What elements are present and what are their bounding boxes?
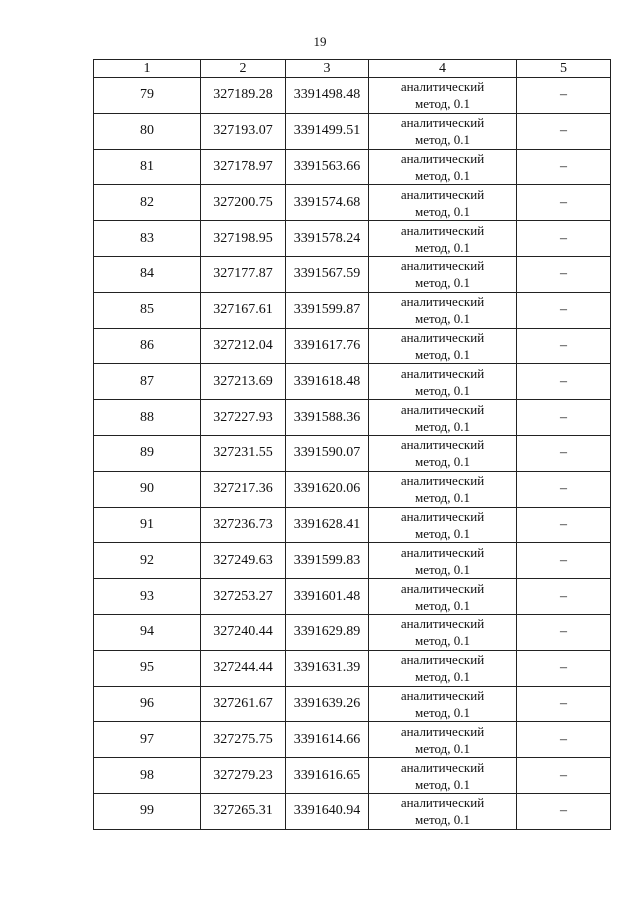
column-header: 3: [286, 60, 369, 78]
x-coordinate-cell: 327198.95: [201, 221, 286, 257]
method-cell: [369, 400, 517, 436]
y-coordinate-cell: 3391628.41: [286, 507, 369, 543]
description-cell: –: [517, 758, 611, 794]
method-accuracy: метод, 0.1: [415, 382, 470, 398]
method-cell: [369, 364, 517, 400]
table-row: [94, 78, 611, 114]
method-cell: [369, 78, 517, 114]
point-number-cell: 81: [94, 149, 201, 185]
x-coordinate-cell: 327167.61: [201, 292, 286, 328]
description-cell: –: [517, 686, 611, 722]
table-row: [94, 149, 611, 185]
column-header: 2: [201, 60, 286, 78]
point-number-cell: 99: [94, 793, 201, 829]
method-name: аналитический: [400, 150, 485, 166]
method-cell: [369, 256, 517, 292]
method-cell: [369, 435, 517, 471]
point-number-cell: 91: [94, 507, 201, 543]
description-cell: –: [517, 113, 611, 149]
x-coordinate-cell: 327244.44: [201, 650, 286, 686]
method-cell: [369, 221, 517, 257]
description-cell: –: [517, 650, 611, 686]
method-name: аналитический: [400, 329, 485, 345]
method-cell: [369, 149, 517, 185]
y-coordinate-cell: 3391618.48: [286, 364, 369, 400]
description-cell: –: [517, 793, 611, 829]
table-row: [94, 650, 611, 686]
method-cell: [369, 471, 517, 507]
method-cell: [369, 614, 517, 650]
table-row: [94, 256, 611, 292]
method-cell: [369, 579, 517, 615]
y-coordinate-cell: 3391578.24: [286, 221, 369, 257]
method-accuracy: метод, 0.1: [415, 812, 470, 828]
method-accuracy: метод, 0.1: [415, 740, 470, 756]
method-accuracy: метод, 0.1: [415, 346, 470, 362]
x-coordinate-cell: 327275.75: [201, 722, 286, 758]
x-coordinate-cell: 327178.97: [201, 149, 286, 185]
table-row: [94, 113, 611, 149]
description-cell: –: [517, 78, 611, 114]
method-name: аналитический: [400, 759, 485, 775]
x-coordinate-cell: 327189.28: [201, 78, 286, 114]
table-row: [94, 221, 611, 257]
method-cell: [369, 686, 517, 722]
point-number-cell: 90: [94, 471, 201, 507]
method-cell: [369, 507, 517, 543]
table-row: [94, 543, 611, 579]
x-coordinate-cell: 327200.75: [201, 185, 286, 221]
method-name: аналитический: [400, 186, 485, 202]
method-name: аналитический: [400, 79, 485, 95]
method-name: аналитический: [400, 365, 485, 381]
method-cell: [369, 793, 517, 829]
description-cell: –: [517, 400, 611, 436]
point-number-cell: 96: [94, 686, 201, 722]
description-cell: –: [517, 292, 611, 328]
y-coordinate-cell: 3391614.66: [286, 722, 369, 758]
table-row: [94, 579, 611, 615]
description-cell: –: [517, 507, 611, 543]
y-coordinate-cell: 3391617.76: [286, 328, 369, 364]
description-cell: –: [517, 579, 611, 615]
point-number-cell: 98: [94, 758, 201, 794]
y-coordinate-cell: 3391499.51: [286, 113, 369, 149]
method-cell: [369, 185, 517, 221]
method-accuracy: метод, 0.1: [415, 561, 470, 577]
method-accuracy: метод, 0.1: [415, 633, 470, 649]
x-coordinate-cell: 327213.69: [201, 364, 286, 400]
method-accuracy: метод, 0.1: [415, 239, 470, 255]
method-accuracy: метод, 0.1: [415, 776, 470, 792]
y-coordinate-cell: 3391616.65: [286, 758, 369, 794]
method-name: аналитический: [400, 294, 485, 310]
description-cell: –: [517, 435, 611, 471]
method-cell: [369, 650, 517, 686]
y-coordinate-cell: 3391629.89: [286, 614, 369, 650]
point-number-cell: 84: [94, 256, 201, 292]
table-row: [94, 722, 611, 758]
point-number-cell: 80: [94, 113, 201, 149]
description-cell: –: [517, 256, 611, 292]
method-cell: [369, 113, 517, 149]
table-row: [94, 614, 611, 650]
method-accuracy: метод, 0.1: [415, 418, 470, 434]
table-row: [94, 185, 611, 221]
method-cell: [369, 292, 517, 328]
method-name: аналитический: [400, 544, 485, 560]
x-coordinate-cell: 327236.73: [201, 507, 286, 543]
method-name: аналитический: [400, 437, 485, 453]
y-coordinate-cell: 3391631.39: [286, 650, 369, 686]
table-row: [94, 435, 611, 471]
x-coordinate-cell: 327227.93: [201, 400, 286, 436]
method-cell: [369, 758, 517, 794]
point-number-cell: 97: [94, 722, 201, 758]
table-row: [94, 507, 611, 543]
y-coordinate-cell: 3391574.68: [286, 185, 369, 221]
point-number-cell: 86: [94, 328, 201, 364]
table-row: [94, 364, 611, 400]
x-coordinate-cell: 327253.27: [201, 579, 286, 615]
point-number-cell: 94: [94, 614, 201, 650]
method-name: аналитический: [400, 687, 485, 703]
description-cell: –: [517, 614, 611, 650]
point-number-cell: 89: [94, 435, 201, 471]
method-name: аналитический: [400, 508, 485, 524]
y-coordinate-cell: 3391620.06: [286, 471, 369, 507]
y-coordinate-cell: 3391590.07: [286, 435, 369, 471]
point-number-cell: 79: [94, 78, 201, 114]
y-coordinate-cell: 3391599.87: [286, 292, 369, 328]
x-coordinate-cell: 327193.07: [201, 113, 286, 149]
method-name: аналитический: [400, 723, 485, 739]
table-row: [94, 758, 611, 794]
method-name: аналитический: [400, 580, 485, 596]
point-number-cell: 93: [94, 579, 201, 615]
y-coordinate-cell: 3391640.94: [286, 793, 369, 829]
point-number-cell: 88: [94, 400, 201, 436]
method-name: аналитический: [400, 652, 485, 668]
method-name: аналитический: [400, 795, 485, 811]
method-accuracy: метод, 0.1: [415, 525, 470, 541]
table-row: [94, 793, 611, 829]
description-cell: –: [517, 543, 611, 579]
y-coordinate-cell: 3391601.48: [286, 579, 369, 615]
method-accuracy: метод, 0.1: [415, 490, 470, 506]
page-number: 19: [313, 34, 327, 49]
table-body: [94, 78, 611, 830]
description-cell: –: [517, 471, 611, 507]
x-coordinate-cell: 327279.23: [201, 758, 286, 794]
point-number-cell: 95: [94, 650, 201, 686]
x-coordinate-cell: 327212.04: [201, 328, 286, 364]
method-name: аналитический: [400, 222, 485, 238]
method-accuracy: метод, 0.1: [415, 167, 470, 183]
point-number-cell: 87: [94, 364, 201, 400]
table-row: [94, 471, 611, 507]
y-coordinate-cell: 3391639.26: [286, 686, 369, 722]
method-accuracy: метод, 0.1: [415, 597, 470, 613]
x-coordinate-cell: 327177.87: [201, 256, 286, 292]
method-accuracy: метод, 0.1: [415, 275, 470, 291]
table-row: [94, 400, 611, 436]
point-number-cell: 85: [94, 292, 201, 328]
method-name: аналитический: [400, 258, 485, 274]
point-number-cell: 82: [94, 185, 201, 221]
y-coordinate-cell: 3391563.66: [286, 149, 369, 185]
x-coordinate-cell: 327231.55: [201, 435, 286, 471]
table-row: [94, 328, 611, 364]
method-accuracy: метод, 0.1: [415, 132, 470, 148]
description-cell: –: [517, 149, 611, 185]
description-cell: –: [517, 221, 611, 257]
method-cell: [369, 722, 517, 758]
method-accuracy: метод, 0.1: [415, 454, 470, 470]
method-name: аналитический: [400, 115, 485, 131]
x-coordinate-cell: 327261.67: [201, 686, 286, 722]
point-number-cell: 92: [94, 543, 201, 579]
method-accuracy: метод, 0.1: [415, 96, 470, 112]
column-header: 5: [517, 60, 611, 78]
x-coordinate-cell: 327265.31: [201, 793, 286, 829]
y-coordinate-cell: 3391498.48: [286, 78, 369, 114]
method-name: аналитический: [400, 401, 485, 417]
method-accuracy: метод, 0.1: [415, 203, 470, 219]
x-coordinate-cell: 327249.63: [201, 543, 286, 579]
table-row: [94, 292, 611, 328]
description-cell: –: [517, 722, 611, 758]
method-name: аналитический: [400, 473, 485, 489]
y-coordinate-cell: 3391599.83: [286, 543, 369, 579]
method-accuracy: метод, 0.1: [415, 669, 470, 685]
description-cell: –: [517, 328, 611, 364]
method-accuracy: метод, 0.1: [415, 704, 470, 720]
coordinates-table: [93, 59, 611, 830]
table-row: [94, 686, 611, 722]
description-cell: –: [517, 185, 611, 221]
table-header-row: [94, 60, 611, 78]
point-number-cell: 83: [94, 221, 201, 257]
y-coordinate-cell: 3391588.36: [286, 400, 369, 436]
x-coordinate-cell: 327217.36: [201, 471, 286, 507]
column-header: 1: [94, 60, 201, 78]
method-cell: [369, 543, 517, 579]
method-name: аналитический: [400, 616, 485, 632]
x-coordinate-cell: 327240.44: [201, 614, 286, 650]
y-coordinate-cell: 3391567.59: [286, 256, 369, 292]
description-cell: –: [517, 364, 611, 400]
method-accuracy: метод, 0.1: [415, 311, 470, 327]
column-header: 4: [369, 60, 517, 78]
method-cell: [369, 328, 517, 364]
